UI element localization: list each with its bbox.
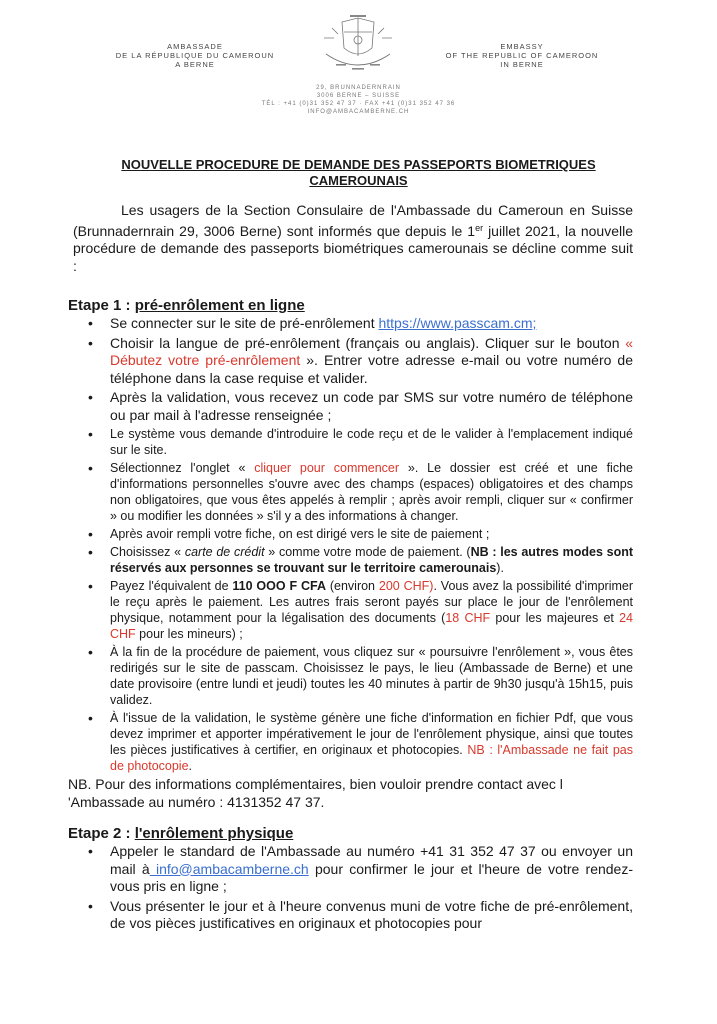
- item-text: Vous présenter le jour et à l'heure convenus muni de votre fiche de pré-enrôlement, de vos pièces justificatives en originaux et photocopies pour: [110, 897, 633, 931]
- item-text: Choisir la langue de pré-enrôlement (français ou anglais). Cliquer sur le bouton: [110, 334, 626, 351]
- passcam-link[interactable]: https://www.passcam.cm;: [378, 315, 537, 331]
- item-text: .: [188, 759, 193, 773]
- step-label: Etape 1 :: [68, 297, 135, 314]
- item-text: Payez l'équivalent de: [110, 579, 233, 593]
- intro-text: juillet 2021, la nouvelle procédure de demande des passeports biométriques camerounais se décline comme suit :: [73, 222, 634, 274]
- coat-of-arms-seal: [312, 14, 404, 84]
- price-chf: 24 CHF: [110, 611, 633, 641]
- step-1-heading: [68, 297, 633, 315]
- item-text: Le système vous demande d'introduire le code reçu et de le valider à l'emplacement indiqué sur le site.: [110, 427, 633, 457]
- letterhead-line: A BERNE: [175, 60, 215, 69]
- item-text: » comme votre mode de paiement. (: [264, 545, 471, 559]
- item-text: ». Le dossier est créé et une fiche d'informations personnelles s'ouvre avec des champs (espaces) obligatoires et des champs non obligatoires, que vous êtes appelés à remplir ; après avoir rempli, cliquer sur « confirmer » ou modifier les données » s'il y a des informations à changer.: [110, 461, 633, 523]
- list-item: [110, 526, 633, 542]
- address-line: INFO@AMBACAMBERNE.CH: [307, 109, 410, 115]
- item-text: ». Entrer votre adresse e-mail ou votre numéro de téléphone dans la case requise et valider.: [110, 352, 633, 386]
- highlighted-text: cliquer pour commencer: [254, 461, 400, 475]
- item-text: pour confirmer le jour et l'heure de votre rendez-vous pris en ligne ;: [110, 860, 634, 894]
- list-item: [110, 578, 633, 642]
- list-item: [110, 315, 633, 333]
- bold-note: NB : les autres modes sont réservés aux personnes se trouvant sur le territoire camerounais: [110, 545, 633, 575]
- italic-text: carte de crédit: [184, 545, 265, 559]
- item-text: Après avoir rempli votre fiche, on est dirigé vers le site de paiement ;: [110, 527, 490, 541]
- item-text: pour les mineurs) ;: [135, 627, 243, 641]
- address-line: 29, BRUNNADERNRAIN: [316, 85, 401, 91]
- address-line: TÉL : +41 (0)31 352 47 37 · FAX +41 (0)31 352 47 36: [261, 101, 456, 107]
- embassy-address: [200, 84, 517, 116]
- item-text: Après la validation, vous recevez un code par SMS sur votre numéro de téléphone ou par mail à l'adresse renseignée ;: [110, 389, 633, 423]
- price-chf: 200 CHF): [378, 579, 434, 593]
- letterhead-line: IN BERNE: [500, 60, 544, 69]
- highlighted-text: « Débutez votre pré-enrôlement: [110, 334, 633, 368]
- list-item: [110, 335, 633, 388]
- list-item: [110, 843, 633, 896]
- item-text: . Vous avez la possibilité d'imprimer le reçu après le paiement. Les autres frais seront payés sur place le jour de l'enrôlement physique, notamment pour la légalisation des documents (: [110, 579, 634, 625]
- contact-note: NB. Pour des informations complémentaires, bien vouloir prendre contact avec l 'Ambassade au numéro : 4131352 47 37.: [68, 776, 563, 810]
- letterhead: [0, 0, 717, 120]
- letterhead-line: OF THE REPUBLIC OF CAMEROON: [445, 51, 599, 60]
- step-title: pré-enrôlement en ligne: [134, 297, 305, 314]
- list-item: [110, 710, 633, 774]
- ordinal-suffix: er: [475, 222, 484, 233]
- letterhead-line: DE LA RÉPUBLIQUE DU CAMEROUN: [115, 51, 275, 60]
- highlighted-text: NB : l'Ambassade ne fait pas de photocopie: [110, 743, 634, 773]
- embassy-name-french: [95, 42, 295, 69]
- step-1-list: [73, 315, 633, 774]
- list-item: [110, 644, 633, 708]
- title-line: NOUVELLE PROCEDURE DE DEMANDE DES PASSEPORTS BIOMETRIQUES: [121, 157, 596, 172]
- item-text: Appeler le standard de l'Ambassade au numéro +41 31 352 47 37 ou envoyer un mail à: [110, 843, 633, 877]
- letterhead-line: EMBASSY: [500, 42, 544, 51]
- list-item: [110, 389, 633, 424]
- price-amount: 110 OOO F CFA: [232, 579, 326, 593]
- step-2-list: [73, 843, 633, 933]
- item-text: À l'issue de la validation, le système génère une fiche d'information en fichier Pdf, que vous devez imprimer et apporter impérativement le jour de l'enrôlement physique, ainsi que toutes les pièces justificatives à certifier, en originaux et photocopies.: [110, 711, 633, 757]
- item-text: À la fin de la procédure de paiement, vous cliquez sur « poursuivre l'enrôlement », vous êtes redirigés sur le site de passcam. Choisissez le pays, le lieu (Ambassade de Berne) et une date provisoire (entre lundi et jeudi) toutes les 40 minutes à partir de 9h30 jusqu'à 15h15, puis validez.: [110, 645, 633, 707]
- intro-paragraph: [73, 202, 633, 275]
- document-title: [100, 157, 617, 189]
- item-text: Choisissez «: [110, 545, 185, 559]
- item-text: pour les majeures et: [490, 611, 620, 625]
- item-text: (environ: [325, 579, 379, 593]
- list-item: [110, 426, 633, 458]
- step-title: l'enrôlement physique: [134, 825, 294, 842]
- step-label: Etape 2 :: [68, 825, 135, 842]
- list-item: [110, 544, 633, 576]
- list-item: [110, 898, 633, 933]
- address-line: 3006 BERNE – SUISSE: [316, 93, 401, 99]
- price-chf: 18 CHF: [445, 611, 491, 625]
- step-2-heading: [68, 825, 633, 843]
- document-body: [68, 202, 634, 935]
- embassy-name-english: [422, 42, 622, 69]
- intro-text: Les usagers de la Section Consulaire de l'Ambassade du Cameroun en Suisse (Brunnadernrain 29, 3006 Berne) sont informés que depuis le 1: [73, 202, 633, 239]
- item-text: Sélectionnez l'onglet «: [110, 461, 255, 475]
- item-text: Se connecter sur le site de pré-enrôlement: [110, 315, 379, 331]
- list-item: [110, 460, 633, 524]
- title-line: CAMEROUNAIS: [309, 173, 408, 188]
- letterhead-line: AMBASSADE: [167, 42, 223, 51]
- email-link[interactable]: info@ambacamberne.ch: [149, 860, 309, 877]
- item-text: ).: [496, 561, 504, 575]
